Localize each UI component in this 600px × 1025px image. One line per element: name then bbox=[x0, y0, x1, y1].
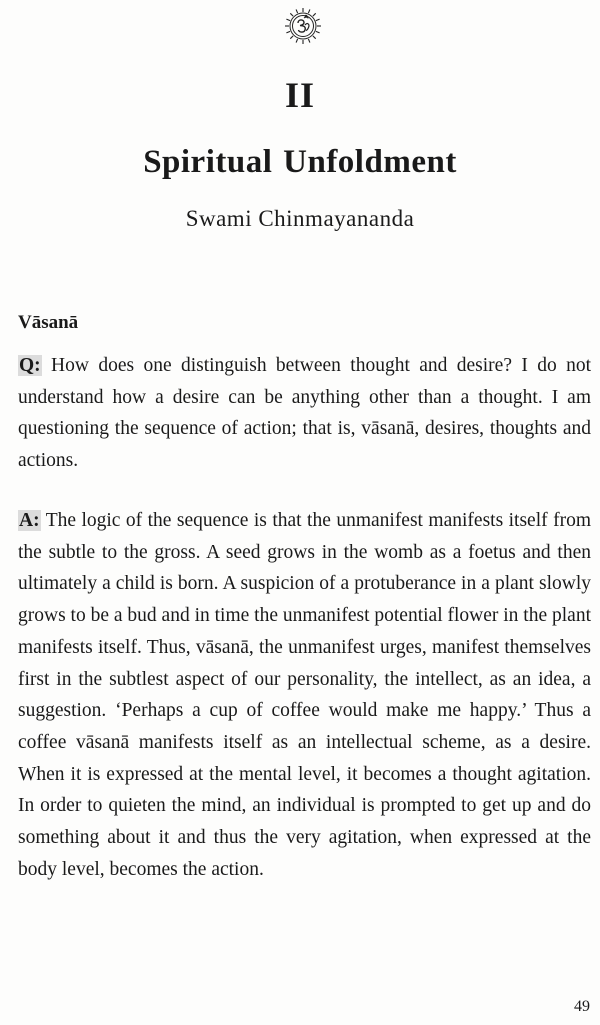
om-chakra-emblem-icon bbox=[283, 6, 323, 46]
chapter-title: Spiritual Unfoldment bbox=[143, 144, 457, 180]
page-number: 49 bbox=[574, 998, 590, 1015]
answer-paragraph bbox=[18, 505, 591, 885]
question-text: How does one distinguish between thought and desire? I do not understand how a desire can be anything other than a thought. I am questioning the sequence of action; that is, vāsanā, desires, thoughts and actions. bbox=[18, 355, 591, 472]
author-name: Swami Chinmayananda bbox=[185, 206, 415, 231]
answer-text: The logic of the sequence is that the unmanifest manifests itself from the subtle to the gross. A seed grows in the womb as a foetus and then ultimately a child is born. A suspicion of a protuberance in a plant slowly grows to be a bud and in time the unmanifest potential flower in the plant manifests itself. Thus, vāsanā, the unmanifest urges, manifest themselves first in the subtlest aspect of our personality, the intellect, as an idea, a suggestion. ‘Perhaps a cup of coffee would make me happy.’ Thus a coffee vāsanā manifests itself as an intellectual scheme, as a desire. When it is expressed at the mental level, it becomes a thought agitation. In order to quieten the mind, an individual is prompted to get up and do something about it and thus the very agitation, when expressed at the body level, becomes the action. bbox=[18, 510, 591, 880]
section-heading: Vāsanā bbox=[18, 312, 79, 333]
question-label: Q: bbox=[19, 355, 41, 376]
question-paragraph bbox=[18, 350, 591, 477]
answer-label: A: bbox=[19, 510, 40, 531]
chapter-number: II bbox=[284, 75, 316, 115]
